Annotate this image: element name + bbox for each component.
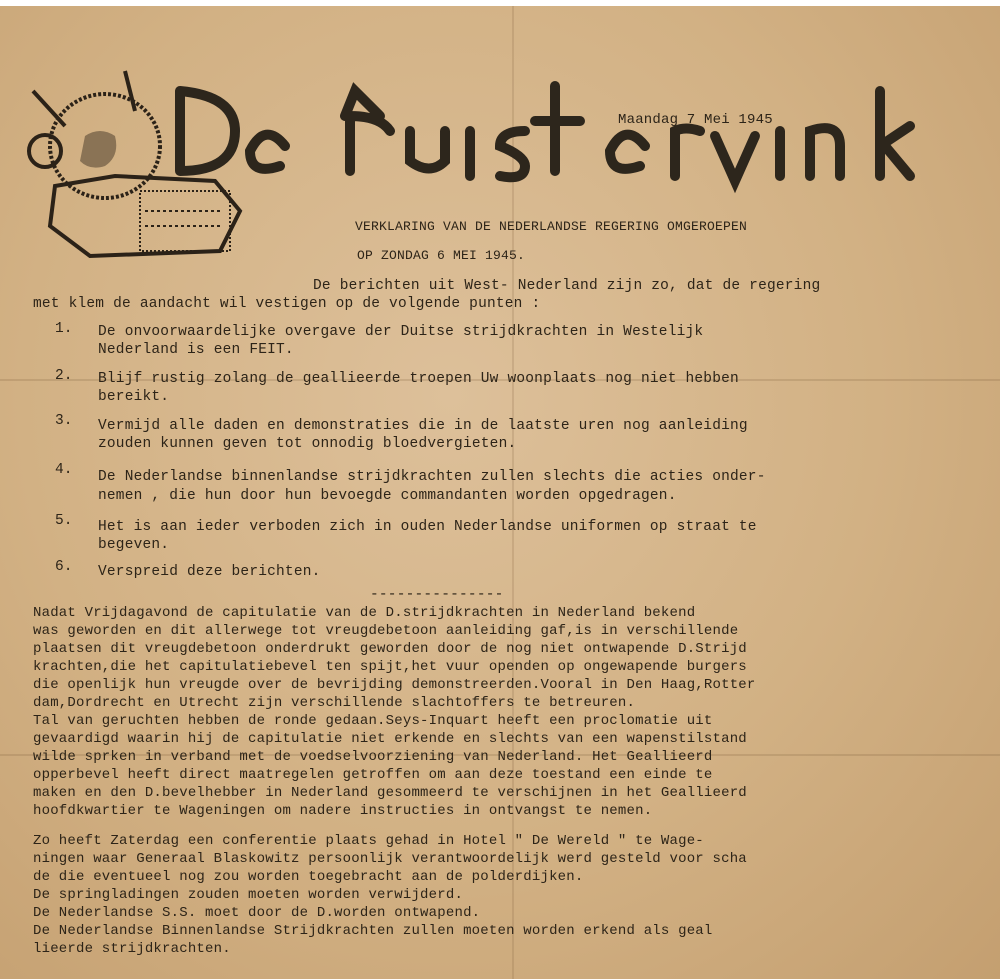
body-line: was geworden en dit allerwege tot vreugdebetoon aanleiding gaf,is in verschillende (33, 623, 739, 639)
announcement-subheading: OP ZONDAG 6 MEI 1945. (357, 248, 526, 263)
point-line: bereikt. (98, 389, 170, 405)
point-number: 5. (55, 513, 73, 529)
body-line: lieerde strijdkrachten. (33, 941, 231, 957)
body-line: hoofdkwartier te Wageningen om nadere instructies in ontvangst te nemen. (33, 803, 653, 819)
body-line: Nadat Vrijdagavond de capitulatie van de D.strijdkrachten in Nederland bekend (33, 605, 696, 621)
point-number: 6. (55, 559, 73, 575)
body-line: de die eventueel nog zou worden toegebracht aan de polderdijken. (33, 869, 584, 885)
point-number: 4. (55, 462, 73, 478)
issue-date: Maandag 7 Mei 1945 (618, 112, 773, 128)
point-line: Vermijd alle daden en demonstraties die in de laatste uren nog aanleiding (98, 418, 748, 434)
body-line: Zo heeft Zaterdag een conferentie plaats gehad in Hotel " De Wereld " te Wage- (33, 833, 704, 849)
body-line: ningen waar Generaal Blaskowitz persoonlijk verantwoordelijk werd gesteld voor scha (33, 851, 747, 867)
point-line: Blijf rustig zolang de geallieerde troepen Uw woonplaats nog niet hebben (98, 371, 739, 387)
section-divider: --------------- (370, 587, 504, 603)
point-line: zouden kunnen geven tot onnodig bloedvergieten. (98, 436, 517, 452)
point-line: De onvoorwaardelijke overgave der Duitse strijdkrachten in Westelijk (98, 324, 704, 340)
intro-line: met klem de aandacht wil vestigen op de volgende punten : (33, 296, 541, 312)
body-line: krachten,die het capitulatiebevel ten spijt,het vuur openden op ongewapende burgers (33, 659, 747, 675)
point-number: 2. (55, 368, 73, 384)
body-line: opperbevel heeft direct maatregelen getroffen om aan deze toestand een einde te (33, 767, 713, 783)
body-line: De springladingen zouden moeten worden verwijderd. (33, 887, 464, 903)
body-line: gevaardigd waarin hij de capitulatie niet erkende en slechts van een wapenstilstand (33, 731, 747, 747)
body-line: dam,Dordrecht en Utrecht zijn verschillende slachtoffers te betreuren. (33, 695, 636, 711)
point-line: nemen , die hun door hun bevoegde commandanten worden opgedragen. (98, 488, 677, 504)
body-line: wilde sprken in verband met de voedselvoorziening van Nederland. Het Geallieerd (33, 749, 713, 765)
point-line: Nederland is een FEIT. (98, 342, 294, 358)
body-line: die openlijk hun vreugde over de bevrijding demonstreerden.Vooral in Den Haag,Rotter (33, 677, 756, 693)
body-line: De Nederlandse Binnenlandse Strijdkrachten zullen moeten worden erkend als geal (33, 923, 713, 939)
point-line: begeven. (98, 537, 170, 553)
body-line: Tal van geruchten hebben de ronde gedaan.Seys-Inquart heeft een proclomatie uit (33, 713, 713, 729)
body-line: De Nederlandse S.S. moet door de D.worden ontwapend. (33, 905, 481, 921)
body-line: maken en den D.bevelhebber in Nederland gesommeerd te verschijnen in het Geallieerd (33, 785, 747, 801)
body-line: plaatsen dit vreugdebetoon onderdrukt geworden door de nog niet ontwapende D.Strijd (33, 641, 747, 657)
announcement-heading: VERKLARING VAN DE NEDERLANDSE REGERING OMGEROEPEN (355, 219, 748, 234)
point-line: Verspreid deze berichten. (98, 564, 321, 580)
point-line: Het is aan ieder verboden zich in ouden Nederlandse uniformen op straat te (98, 519, 757, 535)
point-line: De Nederlandse binnenlandse strijdkrachten zullen slechts die acties onder- (98, 469, 766, 485)
intro-line: De berichten uit West- Nederland zijn zo, dat de regering (313, 278, 821, 294)
point-number: 3. (55, 413, 73, 429)
point-number: 1. (55, 321, 73, 337)
newspaper-page (0, 6, 1000, 979)
masthead-logo (170, 76, 950, 206)
